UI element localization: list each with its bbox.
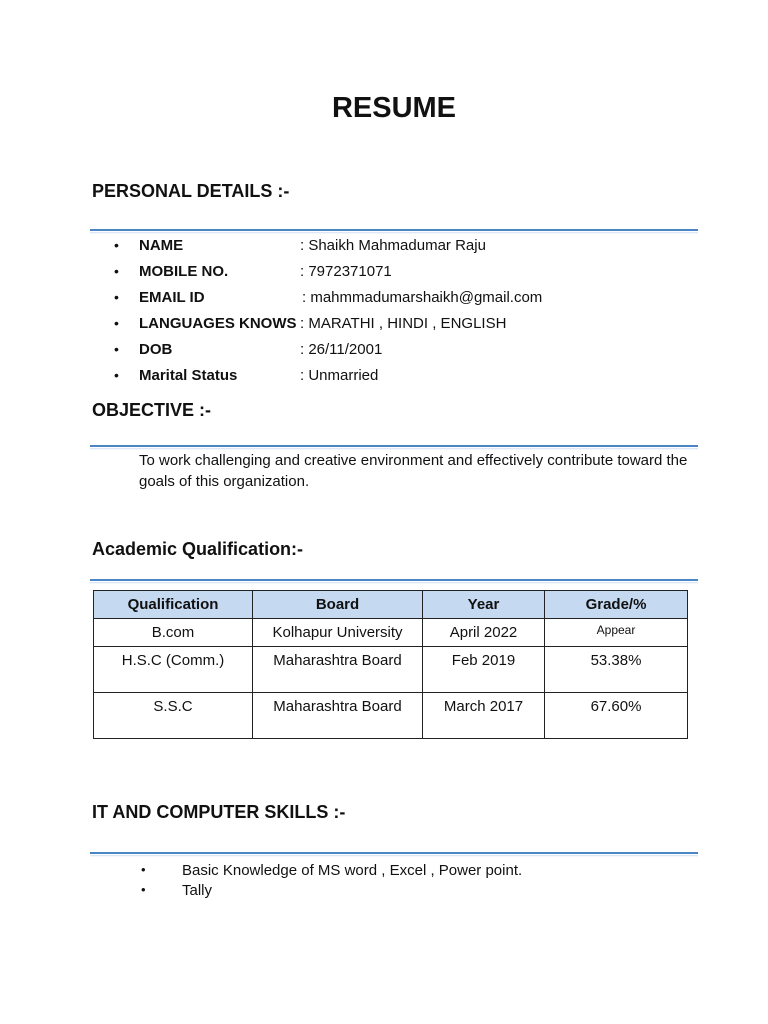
table-cell: 53.38%: [545, 647, 688, 693]
bullet: •: [141, 862, 146, 877]
table-row: [94, 619, 688, 647]
column-header: Qualification: [94, 591, 253, 619]
column-header: Board: [253, 591, 423, 619]
section-divider: [90, 852, 698, 854]
name-label: NAME: [139, 237, 184, 254]
skill-text: Basic Knowledge of MS word , Excel , Power point.: [182, 862, 523, 879]
bullet: •: [114, 263, 119, 279]
bullet: •: [114, 237, 119, 253]
resume-title: RESUME: [331, 92, 457, 124]
column-header: Grade/%: [545, 591, 688, 619]
bullet: •: [114, 315, 119, 331]
bullet: •: [114, 341, 119, 357]
table-cell: Appear: [545, 619, 688, 647]
bullet: •: [114, 367, 119, 383]
academic-table: [93, 590, 688, 739]
objective-heading: OBJECTIVE :-: [92, 400, 212, 420]
table-row: [94, 647, 688, 693]
languages-value: : MARATHI , HINDI , ENGLISH: [300, 315, 507, 332]
academic-heading: Academic Qualification:-: [92, 539, 304, 559]
table-row: [94, 693, 688, 739]
skills-heading: IT AND COMPUTER SKILLS :-: [92, 802, 346, 822]
skill-text: Tally: [182, 882, 213, 899]
table-cell: Kolhapur University: [253, 619, 423, 647]
marital-status-value: : Unmarried: [300, 367, 379, 384]
table-cell: Maharashtra Board: [253, 647, 423, 693]
objective-text: To work challenging and creative environment and effectively contribute toward the goals of this organization.: [139, 452, 688, 490]
table-cell: March 2017: [423, 693, 545, 739]
table-cell: H.S.C (Comm.): [94, 647, 253, 693]
mobile-value: : 7972371071: [300, 263, 392, 280]
email-label: EMAIL ID: [139, 289, 205, 306]
table-cell: 67.60%: [545, 693, 688, 739]
table-cell: Feb 2019: [423, 647, 545, 693]
table-cell: Maharashtra Board: [253, 693, 423, 739]
languages-label: LANGUAGES KNOWS: [139, 315, 297, 332]
bullet: •: [114, 289, 119, 305]
marital-status-label: Marital Status: [139, 367, 238, 384]
email-value: : mahmmadumarshaikh@gmail.com: [302, 289, 543, 306]
mobile-label: MOBILE NO.: [139, 263, 229, 280]
section-divider: [90, 579, 698, 581]
dob-label: DOB: [139, 341, 173, 358]
section-divider: [90, 229, 698, 231]
section-divider: [90, 445, 698, 447]
dob-value: : 26/11/2001: [300, 341, 383, 358]
table-cell: B.com: [94, 619, 253, 647]
table-cell: S.S.C: [94, 693, 253, 739]
column-header: Year: [423, 591, 545, 619]
table-header-row: [94, 591, 688, 619]
table-cell: April 2022: [423, 619, 545, 647]
name-value: : Shaikh Mahmadumar Raju: [300, 237, 486, 254]
bullet: •: [141, 882, 146, 897]
personal-details-heading: PERSONAL DETAILS :-: [92, 181, 290, 201]
